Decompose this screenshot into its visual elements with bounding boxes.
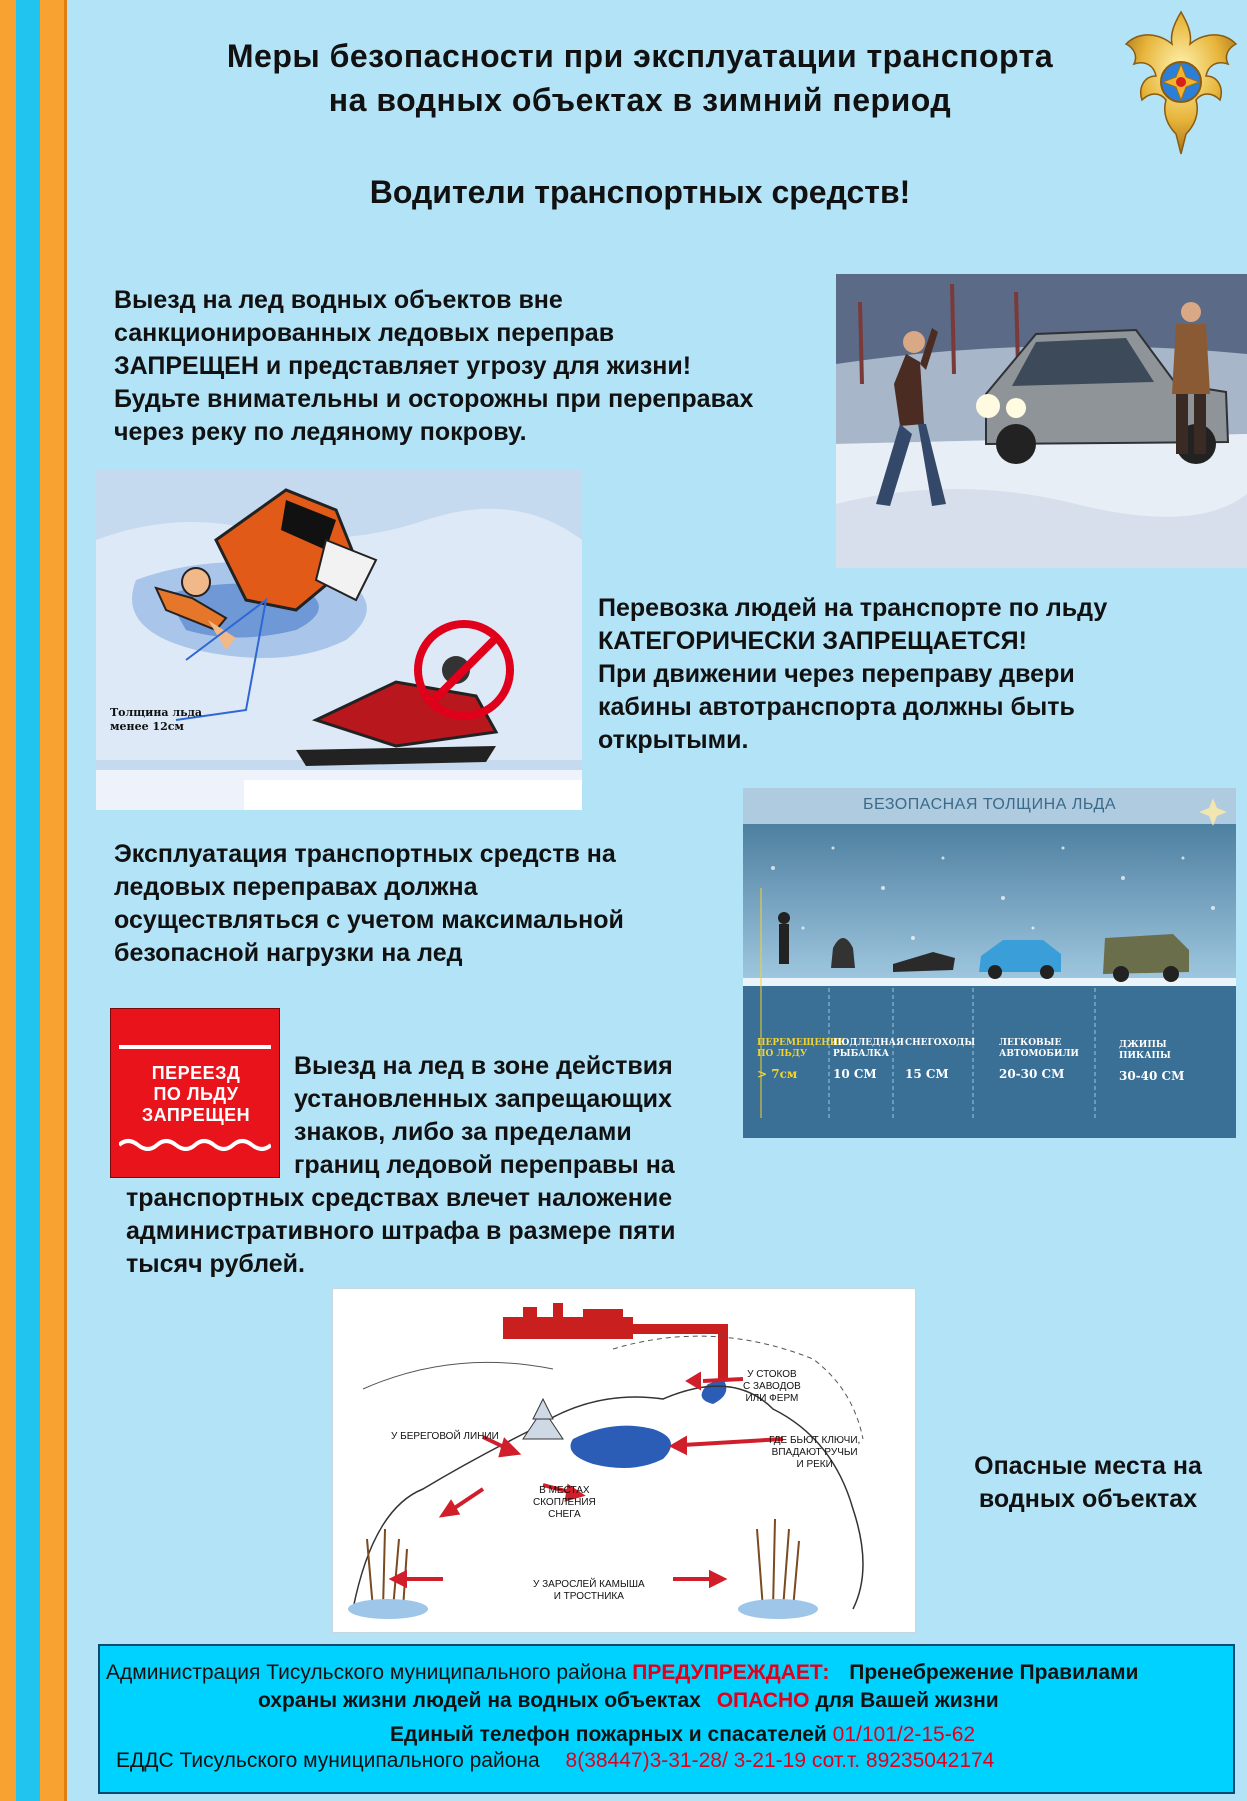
text-line: санкционированных ледовых переправ — [114, 319, 615, 347]
ice-thickness-label — [110, 706, 202, 734]
chart-column-label: АВТОМОБИЛИ — [999, 1049, 1079, 1059]
text-line: административного штрафа в размере пяти — [126, 1217, 676, 1245]
chart-column-label: ЛЕГКОВЫЕ — [999, 1038, 1062, 1048]
footer-edds-label: ЕДДС Тисульского муниципального района — [116, 1749, 540, 1772]
chart-column-label: ДЖИПЫ — [1119, 1040, 1167, 1050]
dangerous-places-diagram — [332, 1288, 916, 1633]
chart-column-label: ПЕРЕМЕЩЕНИЕ — [757, 1038, 846, 1048]
sign-text-line: ЗАПРЕЩЕН — [141, 1105, 251, 1125]
footer-life: для Вашей жизни — [815, 1689, 999, 1712]
text-line: Эксплуатация транспортных средств на — [114, 840, 616, 868]
footer-line2 — [258, 1688, 999, 1714]
map-label-line: В МЕСТАХ — [539, 1485, 590, 1496]
map-label-snow — [533, 1485, 596, 1521]
text-line: Опасные места на — [974, 1452, 1202, 1480]
text-line: границ ледовой переправы на — [294, 1151, 675, 1179]
sign-top-line — [119, 1045, 271, 1049]
ice-thickness-label-line1: Толщина льда — [110, 706, 203, 719]
map-label-line: СНЕГА — [548, 1509, 581, 1520]
page-title-line1: Меры безопасности при эксплуатации транспорта — [226, 38, 1054, 74]
footer-line1 — [106, 1660, 1138, 1686]
footer-neglect: Пренебрежение Правилами — [849, 1661, 1139, 1684]
text-block-fine-short — [294, 1050, 754, 1182]
text-block-dangerous-places — [940, 1450, 1236, 1516]
chart-column-walking — [757, 1038, 846, 1081]
map-label-line: СКОПЛЕНИЯ — [533, 1497, 596, 1508]
text-line: безопасной нагрузки на лед — [114, 939, 463, 967]
chart-column-value: > 7см — [757, 1067, 798, 1081]
sign-text-line: ПЕРЕЕЗД — [151, 1063, 241, 1083]
text-line: Выезд на лед водных объектов вне — [114, 286, 563, 314]
chart-column-label: СНЕГОХОДЫ — [905, 1038, 976, 1048]
text-line: Будьте внимательны и осторожны при переправах — [114, 385, 754, 413]
footer-warns: ПРЕДУПРЕЖДАЕТ: — [632, 1661, 830, 1684]
no-ice-crossing-sign — [110, 1008, 280, 1178]
chart-column-value: 20-30 СМ — [999, 1067, 1065, 1081]
text-line: КАТЕГОРИЧЕСКИ ЗАПРЕЩАЕТСЯ! — [598, 627, 1027, 655]
map-label-line: ВПАДАЮТ РУЧЬИ — [771, 1447, 858, 1458]
text-line: транспортных средствах влечет наложение — [126, 1184, 673, 1212]
map-label-line: И ТРОСТНИКА — [553, 1591, 624, 1602]
page-title — [120, 34, 1160, 122]
snowmobile-through-ice-illustration — [96, 470, 582, 810]
stripe-divider — [64, 0, 67, 1801]
map-label-line: ГДЕ БЬЮТ КЛЮЧИ, — [769, 1435, 861, 1446]
map-label-line: У ЗАРОСЛЕЙ КАМЫША — [533, 1579, 645, 1590]
text-line: ледовых переправах должна — [114, 873, 478, 901]
map-label-line: У СТОКОВ — [747, 1369, 797, 1380]
text-block-unauthorized-crossing — [114, 284, 834, 449]
chart-column-value: 30-40 СМ — [1119, 1069, 1185, 1083]
footer-line4 — [116, 1748, 994, 1774]
text-block-fine-long — [126, 1182, 766, 1281]
footer-warning-box — [98, 1644, 1235, 1794]
map-label-line: ИЛИ ФЕРМ — [745, 1393, 799, 1404]
text-block-passenger-transport — [598, 592, 1228, 757]
chart-column-cars — [999, 1038, 1093, 1080]
text-line: При движении через переправу двери — [598, 660, 1075, 688]
sign-wave-icon — [119, 1137, 271, 1151]
map-label-line: У БЕРЕГОВОЙ ЛИНИИ — [391, 1431, 499, 1442]
text-line: ЗАПРЕЩЕН и представляет угрозу для жизни! — [114, 352, 692, 380]
text-line: тысяч рублей. — [126, 1250, 305, 1278]
chart-column-snowmobiles — [905, 1038, 976, 1081]
map-label-shoreline — [391, 1431, 499, 1443]
safe-ice-thickness-infographic — [743, 788, 1236, 1138]
footer-edds-numbers: 8(38447)3-31-28/ 3-21-19 сот.т. 89235042174 — [565, 1749, 995, 1772]
map-label-line: С ЗАВОДОВ — [743, 1381, 801, 1392]
footer-hotline-number: 01/101/2-15-62 — [832, 1723, 976, 1746]
page-subtitle: Водители транспортных средств! — [369, 174, 911, 210]
chart-column-value: 10 СМ — [833, 1067, 877, 1081]
text-line: открытыми. — [598, 726, 749, 754]
chart-column-label: РЫБАЛКА — [833, 1049, 890, 1059]
chart-column-jeeps — [1119, 1040, 1213, 1082]
sign-text — [111, 1063, 281, 1126]
footer-line3 — [390, 1722, 975, 1748]
footer-admin: Администрация Тисульского муниципального района — [106, 1661, 627, 1684]
text-line: установленных запрещающих — [294, 1085, 672, 1113]
stripe-orange-outer — [0, 0, 16, 1801]
footer-danger: ОПАСНО — [716, 1689, 810, 1712]
text-block-load-limits — [114, 838, 734, 970]
chart-column-fishing — [833, 1038, 904, 1081]
footer-rules: охраны жизни людей на водных объектах — [258, 1689, 701, 1712]
text-line: Выезд на лед в зоне действия — [294, 1052, 673, 1080]
car-on-ice-illustration — [836, 274, 1247, 568]
chart-column-value: 15 СМ — [905, 1067, 949, 1081]
sign-text-line: ПО ЛЬДУ — [153, 1084, 239, 1104]
chart-title: БЕЗОПАСНАЯ ТОЛЩИНА ЛЬДА — [863, 796, 1116, 813]
chart-column-label: ПОДЛЕДНАЯ — [833, 1038, 904, 1048]
text-line: кабины автотранспорта должны быть — [598, 693, 1075, 721]
stripe-orange-inner — [40, 0, 64, 1801]
text-line: знаков, либо за пределами — [294, 1118, 632, 1146]
text-line: осуществляться с учетом максимальной — [114, 906, 624, 934]
map-label-line: И РЕКИ — [796, 1459, 833, 1470]
text-line: Перевозка людей на транспорте по льду — [598, 594, 1108, 622]
chart-column-label: ПИКАПЫ — [1119, 1051, 1171, 1061]
text-line: через реку по ледяному покрову. — [114, 418, 527, 446]
stripe-blue — [16, 0, 40, 1801]
footer-hotline-label: Единый телефон пожарных и спасателей — [390, 1723, 827, 1746]
map-label-reeds — [533, 1579, 645, 1603]
ice-thickness-label-line2: менее 12см — [110, 720, 184, 733]
map-label-springs — [769, 1435, 860, 1471]
chart-column-label — [905, 1049, 971, 1060]
page-title-line2: на водных объектах в зимний период — [328, 82, 952, 118]
text-line: водных объектах — [978, 1485, 1198, 1513]
chart-column-label: ПО ЛЬДУ — [757, 1049, 808, 1059]
map-label-drains — [743, 1369, 801, 1405]
